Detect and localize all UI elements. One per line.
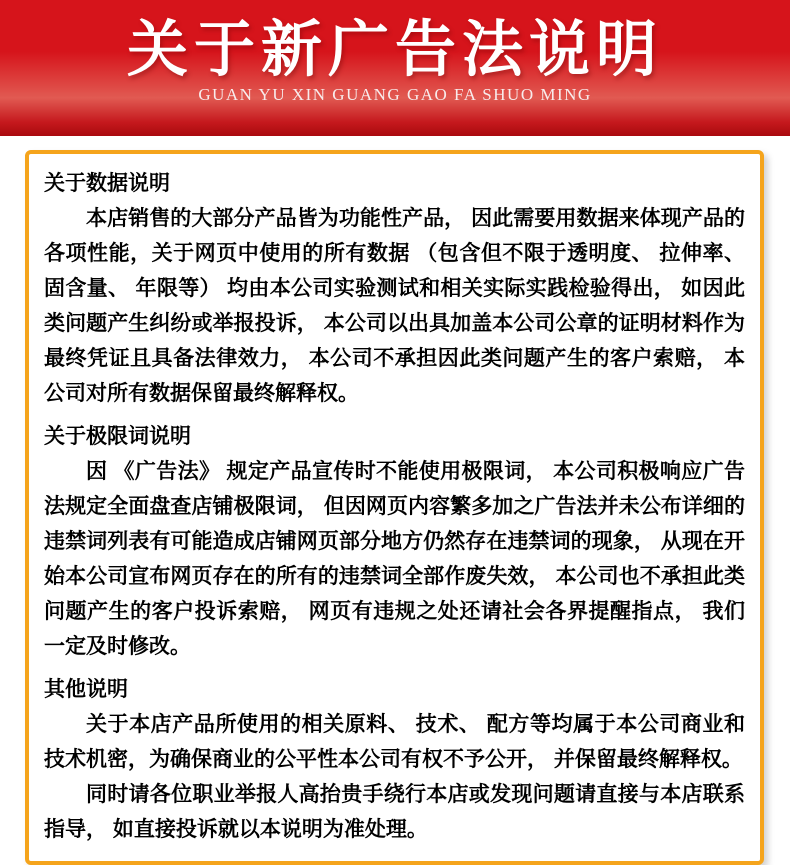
section-paragraph: 本店销售的大部分产品皆为功能性产品， 因此需要用数据来体现产品的各项性能，关于网页中使用的所有数据 （包含但不限于透明度、 拉伸率、 固含量、 年限等） 均由本公司实验测试和相关实际实践检验得出， 如因此类问题产生纠纷或举报投诉， 本公司以出具加盖本公司公章的证明材料作为最终凭证且具备法律效力， 本公司不承担因此类问题产生的客户索赔， 本公司对所有数据保留最终解释权。 bbox=[44, 207, 745, 405]
notice-box bbox=[25, 150, 764, 865]
section-paragraph: 因 《广告法》 规定产品宣传时不能使用极限词， 本公司积极响应广告法规定全面盘查店铺极限词， 但因网页内容繁多加之广告法并未公布详细的违禁词列表有可能造成店铺网页部分地方仍然存在违禁词的现象， 从现在开始本公司宣布网页存在的所有的违禁词全部作废失效， 本公司也不承担此类问题产生的客户投诉索赔， 网页有违规之处还请社会各界提醒指点， 我们一定及时修改。 bbox=[44, 460, 745, 658]
notice-section bbox=[44, 419, 745, 664]
section-paragraph: 同时请各位职业举报人高抬贵手绕行本店或发现问题请直接与本店联系指导， 如直接投诉就以本说明为准处理。 bbox=[44, 783, 745, 841]
banner bbox=[0, 0, 790, 136]
page-subtitle-pinyin: GUAN YU XIN GUANG GAO FA SHUO MING bbox=[198, 85, 592, 104]
section-paragraph: 关于本店产品所使用的相关原料、 技术、 配方等均属于本公司商业和技术机密，为确保商业的公平性本公司有权不予公开， 并保留最终解释权。 bbox=[44, 713, 745, 771]
page-title: 关于新广告法说明 bbox=[126, 15, 663, 83]
notice-section bbox=[44, 166, 745, 411]
notice-section bbox=[44, 672, 745, 847]
section-heading: 关于极限词说明 bbox=[44, 425, 191, 448]
notice-sections bbox=[44, 166, 745, 847]
section-heading: 其他说明 bbox=[44, 678, 128, 701]
section-heading: 关于数据说明 bbox=[44, 172, 170, 195]
